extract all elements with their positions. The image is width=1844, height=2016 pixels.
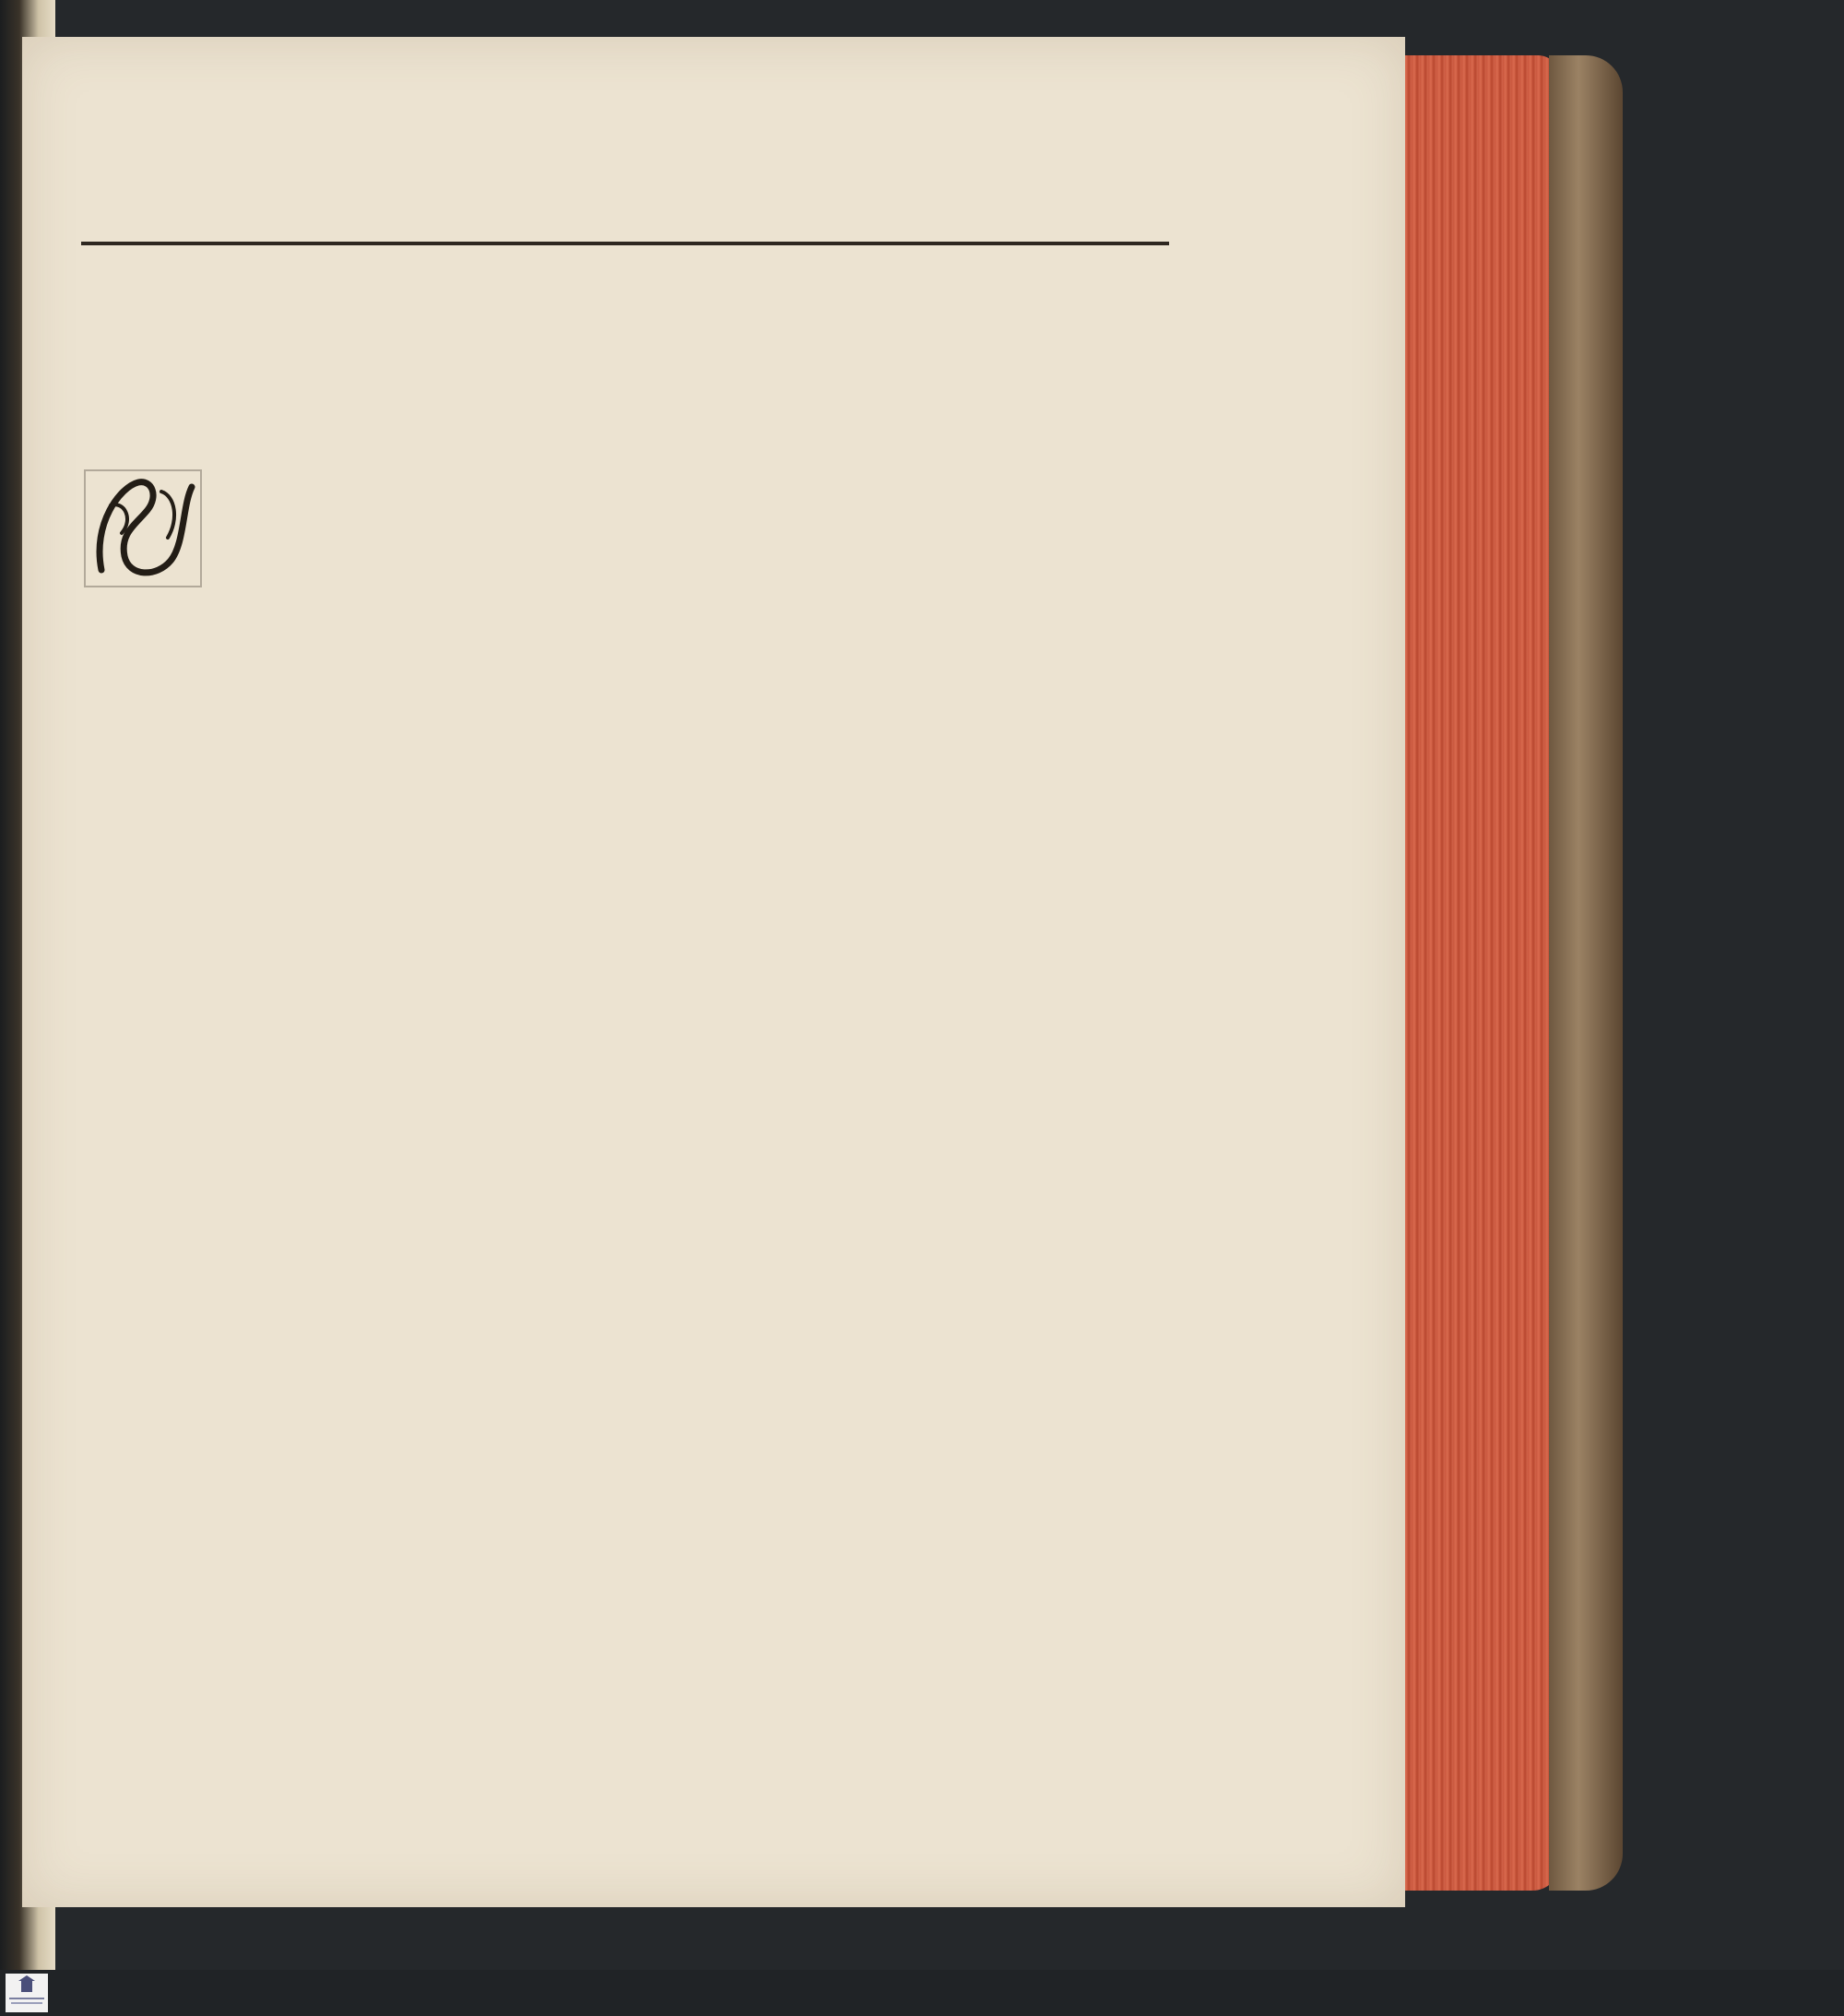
book-cover-edge	[1549, 55, 1623, 1891]
institution-logo	[6, 1974, 48, 2012]
header-rule	[81, 242, 1169, 245]
drop-initial-ornament	[83, 468, 203, 588]
footer-bar	[0, 1970, 1844, 2016]
red-page-edges	[1403, 55, 1560, 1891]
book-page	[22, 37, 1405, 1907]
